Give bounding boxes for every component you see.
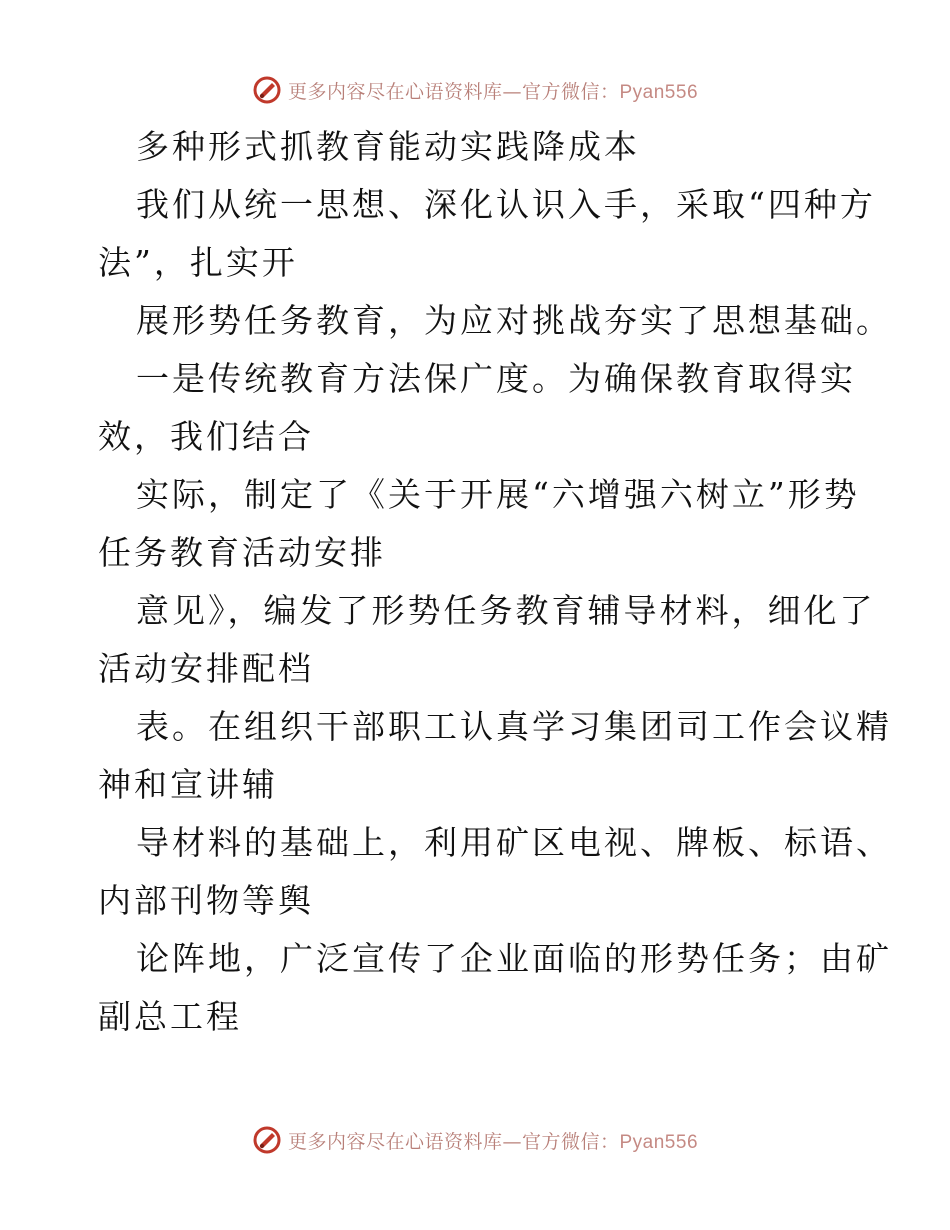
paragraph-line: 导材料的基础上，利用矿区电视、牌板、标语、 — [136, 823, 892, 862]
paragraph-line: 内部刊物等舆 — [98, 881, 314, 920]
header-banner — [0, 70, 950, 110]
paragraph-line: 展形势任务教育，为应对挑战夯实了思想基础。 — [136, 301, 892, 340]
paragraph-line: 我们从统一思想、深化认识入手，采取“四种方 — [136, 185, 876, 224]
paragraph-line: 表。在组织干部职工认真学习集团司工作会议精 — [136, 707, 892, 746]
header-text — [288, 77, 698, 104]
paragraph-line: 任务教育活动安排 — [98, 533, 386, 572]
paragraph-line: 一是传统教育方法保广度。为确保教育取得实 — [136, 359, 856, 398]
paragraph-line: 意见》，编发了形势任务教育辅导材料，细化了 — [136, 591, 876, 630]
paragraph-line: 活动安排配档 — [98, 649, 314, 688]
paragraph-line: 实际，制定了《关于开展“六增强六树立”形势 — [136, 475, 860, 514]
paragraph-line: 副总工程 — [98, 997, 242, 1036]
paragraph-line: 多种形式抓教育能动实践降成本 — [136, 127, 640, 166]
paragraph-line: 论阵地，广泛宣传了企业面临的形势任务；由矿 — [136, 939, 892, 978]
logo-icon — [252, 75, 282, 105]
header-dash: — — [502, 80, 522, 103]
header-wechat-id: Pyan556 — [619, 81, 699, 103]
footer-dash: — — [502, 1130, 522, 1153]
paragraph-line: 法”，扎实开 — [98, 243, 298, 282]
paragraph-line: 效，我们结合 — [98, 417, 314, 456]
document-body — [98, 118, 892, 1046]
header-site-text: 更多内容尽在心语资料库 — [287, 80, 503, 103]
footer-text — [288, 1127, 698, 1154]
footer-wechat-label: 官方微信： — [521, 1130, 620, 1153]
footer-banner — [0, 1120, 950, 1160]
paragraph-line: 神和宣讲辅 — [98, 765, 278, 804]
footer-site-text: 更多内容尽在心语资料库 — [287, 1130, 503, 1153]
header-wechat-label: 官方微信： — [521, 80, 620, 103]
logo-icon — [252, 1125, 282, 1155]
footer-wechat-id: Pyan556 — [619, 1131, 699, 1153]
